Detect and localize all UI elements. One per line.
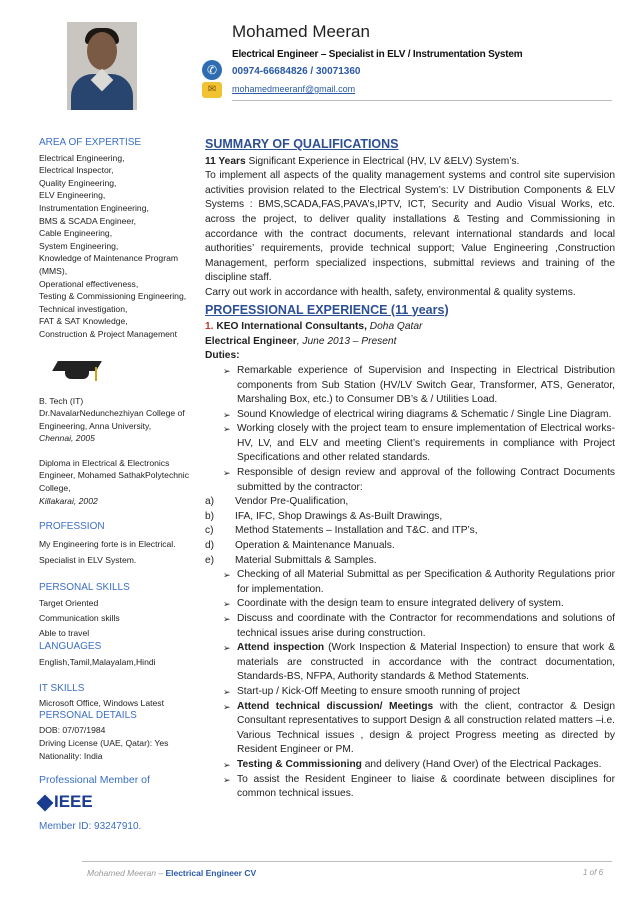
it-text: Microsoft Office, Windows Latest — [39, 698, 164, 709]
job-company: 1. KEO International Consultants, Doha Qatar — [205, 321, 423, 333]
document-text: Vendor Pre-Qualification, — [235, 496, 349, 508]
skill-item: Able to travel — [39, 628, 90, 639]
page-number: 1 of 6 — [583, 868, 604, 877]
edu2-place: Killakarai, 2002 — [39, 495, 98, 506]
document-letter: a) — [205, 496, 215, 508]
document-letter: d) — [205, 540, 215, 552]
document-item — [205, 524, 615, 539]
duty-item: ➢ Checking of all Material Submittal as per Specification & Authority Regulations prior for implementation. — [223, 568, 615, 597]
expertise-item: Technical investigation, — [39, 303, 128, 314]
duty-item: ➢ Attend technical discussion/ Meetings with the client, contractor & Design Consultant representatives to support Design & all construction related matters –i.e. Various Technical issues , design & project Progress meeting as directed by Resident Engineer or PM. — [223, 700, 615, 758]
detail-item: Nationality: India — [39, 750, 103, 761]
footer-text: Mohamed Meeran – Electrical Engineer CV — [87, 868, 257, 878]
expertise-item: Operational effectiveness, — [39, 278, 139, 289]
expertise-item: Quality Engineering, — [39, 177, 117, 188]
expertise-item: Electrical Engineering, — [39, 152, 125, 163]
candidate-name: Mohamed Meeran — [232, 22, 370, 41]
profile-photo — [67, 22, 137, 110]
expertise-item: ELV Engineering, — [39, 190, 106, 201]
experience-heading: PROFESSIONAL EXPERIENCE (11 years) — [205, 302, 449, 317]
document-letter: b) — [205, 510, 215, 522]
expertise-item: FAT & SAT Knowledge, — [39, 316, 128, 327]
languages-heading: LANGUAGES — [39, 641, 102, 653]
summary-body: To implement all aspects of the quality management systems and control site supervision activities provision related to the Electrical System’s: LV Distribution Components & ELV Systems : BMS,SCADA,FAS,PAVA’s,IPTV, ICT, Security and Audio Visual Works, etc. across the project, to deliver quality installations & Testing and Commissioning in accordance with the contract documents, relevant international standards and local authorities’ requirements, provide technical support; Value Engineering ,Construction Management, perform specialized inspections, submittal reviews and training of the discipline staff. — [205, 170, 615, 284]
member-id: Member ID: 93247910. — [39, 820, 142, 832]
skill-item: Communication skills — [39, 613, 120, 624]
sidebar — [39, 137, 204, 835]
expertise-item: Testing & Commissioning Engineering, — [39, 291, 187, 302]
documents-list — [205, 495, 615, 568]
details-heading: PERSONAL DETAILS — [39, 709, 137, 721]
footer-divider — [82, 861, 612, 862]
edu1-place: Chennai, 2005 — [39, 433, 95, 444]
profession-heading: PROFESSION — [39, 521, 105, 533]
main-content — [205, 137, 615, 802]
email-link[interactable]: mohamedmeeranf@gmail.com — [232, 84, 356, 94]
edu2-degree: Diploma in Electrical & Electronics Engineer, Mohamed SathakPolytechnic College, — [39, 457, 190, 494]
candidate-role: Electrical Engineer – Specialist in ELV / Instrumentation System — [232, 49, 523, 60]
duties-list-b — [205, 568, 615, 802]
document-item — [205, 495, 615, 510]
duties-list-a — [205, 364, 615, 495]
document-item — [205, 510, 615, 525]
ieee-logo: IEEE — [39, 793, 129, 813]
phone-number: 00974-66684826 / 30071360 — [232, 66, 361, 77]
duty-item: ➢ To assist the Resident Engineer to liaise & coordinate between disciplines for common technical issues. — [223, 773, 615, 802]
expertise-heading: AREA OF EXPERTISE — [39, 137, 142, 148]
expertise-item: Instrumentation Engineering, — [39, 202, 149, 213]
detail-item: Driving License (UAE, Qatar): Yes — [39, 738, 169, 748]
edu1-degree: B. Tech (IT) — [39, 395, 84, 406]
duty-item: ➢ Attend inspection (Work Inspection & Material Inspection) to ensure that work & materials are constructed in accordance with the contract documentation, Standards-BS, NFPA, Authority standards & Method Statements. — [223, 641, 615, 685]
expertise-item: Knowledge of Maintenance Program (MMS), — [39, 253, 179, 276]
document-letter: c) — [205, 525, 214, 537]
detail-item: DOB: 07/07/1984 — [39, 725, 106, 736]
document-item — [205, 554, 615, 569]
summary-line1: 11 Years Significant Experience in Electrical (HV, LV &ELV) System’s. — [205, 155, 520, 167]
expertise-list — [39, 152, 204, 341]
duty-item: ➢ Working closely with the project team to ensure implementation of Electrical works-HV, LV, and ELV and meeting Client’s requirements in compliance with Project Specifications and other related standards. — [223, 422, 615, 466]
document-text: IFA, IFC, Shop Drawings & As-Built Drawings, — [235, 510, 443, 522]
skill-item: Target Oriented — [39, 598, 99, 609]
document-item — [205, 539, 615, 554]
duty-item: ➢ Discuss and coordinate with the Contractor for recommendations and solutions of technical issues arise during construction. — [223, 612, 615, 641]
expertise-item: Cable Engineering, — [39, 228, 113, 239]
expertise-item: Electrical Inspector, — [39, 165, 114, 176]
duty-item: ➢ Responsible of design review and approval of the following Contract Documents submitted by the contractor: — [223, 466, 615, 495]
duty-item: ➢ Testing & Commissioning and delivery (Hand Over) of the Electrical Packages. — [223, 758, 615, 773]
expertise-item: BMS & SCADA Engineer, — [39, 215, 136, 226]
duties-label: Duties: — [205, 350, 240, 362]
duty-item: ➢ Start-up / Kick-Off Meeting to ensure smooth running of project — [223, 685, 615, 700]
profession-text: My Engineering forte is in Electrical. Specialist in ELV System. — [39, 538, 176, 565]
languages-text: English,Tamil,Malayalam,Hindi — [39, 657, 156, 668]
summary-safety: Carry out work in accordance with health, safety, environmental & quality systems. — [205, 286, 576, 298]
duty-item: ➢ Coordinate with the design team to ensure integrated delivery of system. — [223, 597, 615, 612]
mail-icon: ✉ — [202, 82, 222, 98]
document-text: Material Submittals & Samples. — [235, 554, 377, 566]
document-text: Operation & Maintenance Manuals. — [235, 540, 395, 552]
graduation-cap-icon — [55, 357, 101, 383]
document-text: Method Statements – Installation and T&C. and ITP’s, — [235, 525, 478, 537]
edu1-school: Dr.NavalarNedunchezhiyan College of Engineering, Anna University, — [39, 408, 185, 431]
duty-item: ➢ Sound Knowledge of electrical wiring diagrams & Schematic / Single Line Diagram. — [223, 408, 615, 423]
header-divider — [232, 100, 612, 101]
phone-icon: ✆ — [202, 60, 222, 80]
member-heading: Professional Member of — [39, 774, 150, 787]
document-letter: e) — [205, 554, 215, 566]
details-list — [39, 724, 204, 762]
skills-list — [39, 596, 204, 641]
skills-heading: PERSONAL SKILLS — [39, 581, 130, 593]
expertise-item: Construction & Project Management — [39, 328, 178, 339]
it-heading: IT SKILLS — [39, 682, 85, 694]
expertise-item: System Engineering, — [39, 240, 119, 251]
duty-item: ➢ Remarkable experience of Supervision and Inspecting in Electrical Distribution components from Sub Station (HV/LV Switch Gear, Transformer, ATS, Generator, Marshaling Box, etc.) to Consumer DB’s & / Utilities Load. — [223, 364, 615, 408]
summary-heading: SUMMARY OF QUALIFICATIONS — [205, 137, 399, 151]
job-title: Electrical Engineer, June 2013 – Present — [205, 335, 397, 347]
